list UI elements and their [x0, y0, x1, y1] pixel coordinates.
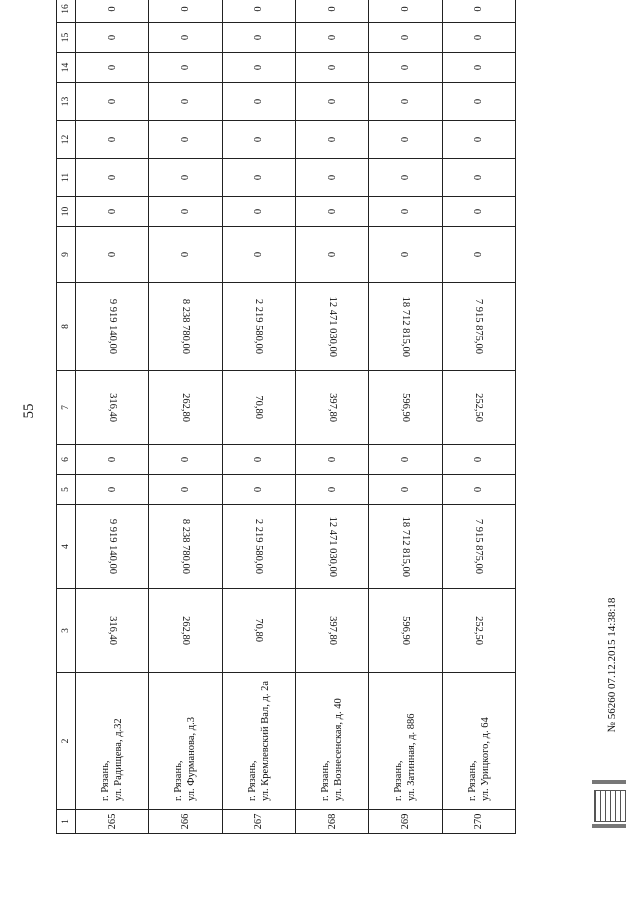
seal-stamp-icon — [592, 780, 626, 828]
row-number: 270 — [442, 810, 515, 834]
value-cell: 0 — [76, 83, 149, 121]
value-text: 252,50 — [473, 393, 485, 422]
table-header-row — [57, 0, 76, 834]
value-cell — [222, 589, 295, 673]
value-cell: 0 — [222, 23, 295, 53]
value-cell: 0 — [295, 197, 368, 227]
value-cell: 0 — [222, 159, 295, 197]
table-row — [222, 0, 295, 834]
address-cell — [222, 673, 295, 810]
value-text: 2 219 580,00 — [253, 518, 265, 575]
value-cell — [369, 371, 442, 445]
value-text: 12 471 030,00 — [326, 516, 338, 577]
column-header: 7 — [57, 371, 76, 445]
value-cell: 0 — [295, 0, 368, 23]
address-city: г. Рязань, — [100, 760, 112, 801]
row-number: 265 — [76, 810, 149, 834]
address-cell — [295, 673, 368, 810]
table-body — [57, 0, 516, 834]
value-cell: 0 — [149, 197, 222, 227]
value-cell: 0 — [369, 53, 442, 83]
value-cell: 0 — [149, 83, 222, 121]
value-cell: 0 — [442, 23, 515, 53]
row-number: 266 — [149, 810, 222, 834]
row-number: 268 — [295, 810, 368, 834]
table-row — [295, 0, 368, 834]
value-cell: 0 — [369, 227, 442, 283]
page-number: 55 — [21, 403, 37, 419]
value-cell: 0 — [442, 121, 515, 159]
column-header: 6 — [57, 445, 76, 475]
column-header: 2 — [57, 673, 76, 810]
value-text: 7 915 875,00 — [473, 298, 485, 355]
row-number: 269 — [369, 810, 442, 834]
value-cell: 0 — [149, 23, 222, 53]
column-header: 10 — [57, 197, 76, 227]
value-text: 262,80 — [179, 616, 191, 645]
value-cell: 0 — [295, 475, 368, 505]
value-cell — [76, 505, 149, 589]
value-text: 12 471 030,00 — [326, 296, 338, 357]
value-cell — [442, 283, 515, 371]
value-cell: 0 — [222, 227, 295, 283]
value-cell: 0 — [442, 475, 515, 505]
value-cell — [149, 371, 222, 445]
digital-signature — [592, 560, 632, 770]
value-text: 8 238 780,00 — [179, 298, 191, 355]
value-cell: 0 — [295, 83, 368, 121]
value-text: 9 919 140,00 — [106, 518, 118, 575]
value-cell: 0 — [295, 227, 368, 283]
value-text: 252,50 — [473, 616, 485, 645]
value-cell: 0 — [222, 197, 295, 227]
signature-text: № 56260 07.12.2015 14:38:18 — [606, 597, 618, 733]
address-city: г. Рязань, — [466, 760, 478, 801]
address-street: ул. Радищева, д.32 — [113, 718, 125, 801]
value-cell — [369, 505, 442, 589]
value-cell: 0 — [149, 159, 222, 197]
address-city: г. Рязань, — [393, 760, 405, 801]
column-header: 13 — [57, 83, 76, 121]
value-cell — [149, 505, 222, 589]
value-cell — [149, 589, 222, 673]
address-street: ул. Урицкого, д. 64 — [479, 717, 491, 801]
value-cell: 0 — [149, 475, 222, 505]
column-header: 14 — [57, 53, 76, 83]
address-city: г. Рязань, — [246, 760, 258, 801]
column-header: 5 — [57, 475, 76, 505]
value-cell: 0 — [76, 23, 149, 53]
address-street: ул. Фурманова, д.3 — [186, 717, 198, 801]
address-city: г. Рязань, — [173, 760, 185, 801]
value-cell: 0 — [222, 53, 295, 83]
value-cell: 0 — [369, 159, 442, 197]
value-text: 7 915 875,00 — [473, 518, 485, 575]
value-cell: 0 — [222, 475, 295, 505]
value-cell: 0 — [369, 475, 442, 505]
value-cell: 0 — [442, 0, 515, 23]
value-text: 397,80 — [326, 616, 338, 645]
address-cell — [149, 673, 222, 810]
address-city: г. Рязань, — [320, 760, 332, 801]
value-cell — [149, 283, 222, 371]
column-header: 1 — [57, 810, 76, 834]
value-text: 316,40 — [106, 616, 118, 645]
value-cell: 0 — [76, 475, 149, 505]
value-text: 9 919 140,00 — [106, 298, 118, 355]
value-text: 316,40 — [106, 393, 118, 422]
address-cell — [369, 673, 442, 810]
value-text: 18 712 815,00 — [399, 516, 411, 577]
value-cell: 0 — [149, 53, 222, 83]
value-cell: 0 — [222, 445, 295, 475]
value-cell: 0 — [149, 445, 222, 475]
value-cell — [222, 371, 295, 445]
value-text: 596,90 — [399, 616, 411, 645]
column-header: 12 — [57, 121, 76, 159]
value-cell: 0 — [369, 197, 442, 227]
row-number: 267 — [222, 810, 295, 834]
value-cell — [295, 505, 368, 589]
value-cell: 0 — [442, 445, 515, 475]
column-header: 4 — [57, 505, 76, 589]
value-cell: 0 — [295, 121, 368, 159]
value-cell: 0 — [76, 0, 149, 23]
value-cell — [222, 505, 295, 589]
table-row — [442, 0, 515, 834]
address-cell — [442, 673, 515, 810]
value-cell: 0 — [295, 159, 368, 197]
value-cell: 0 — [76, 227, 149, 283]
value-cell — [369, 589, 442, 673]
value-text: 70,80 — [253, 618, 265, 643]
property-table — [56, 0, 516, 834]
value-cell: 0 — [369, 121, 442, 159]
value-cell: 0 — [222, 0, 295, 23]
value-cell — [295, 283, 368, 371]
value-cell: 0 — [76, 53, 149, 83]
value-cell — [442, 371, 515, 445]
table-row — [369, 0, 442, 834]
property-table-area — [56, 4, 516, 834]
value-cell: 0 — [295, 23, 368, 53]
column-header: 9 — [57, 227, 76, 283]
value-text: 70,80 — [253, 395, 265, 420]
value-cell: 0 — [76, 197, 149, 227]
value-cell: 0 — [442, 227, 515, 283]
value-cell — [76, 589, 149, 673]
value-cell: 0 — [222, 121, 295, 159]
value-cell — [295, 589, 368, 673]
column-header: 11 — [57, 159, 76, 197]
value-cell — [76, 283, 149, 371]
value-cell: 0 — [149, 0, 222, 23]
value-cell: 0 — [222, 83, 295, 121]
value-cell — [222, 283, 295, 371]
value-cell — [369, 283, 442, 371]
value-cell: 0 — [369, 0, 442, 23]
value-text: 596,90 — [399, 393, 411, 422]
value-cell: 0 — [76, 121, 149, 159]
value-cell: 0 — [76, 445, 149, 475]
column-header: 3 — [57, 589, 76, 673]
value-text: 262,80 — [179, 393, 191, 422]
value-cell: 0 — [369, 445, 442, 475]
value-cell: 0 — [442, 83, 515, 121]
value-cell: 0 — [295, 53, 368, 83]
value-cell: 0 — [76, 159, 149, 197]
address-street: ул. Вознесенская, д. 40 — [333, 698, 345, 801]
value-text: 397,80 — [326, 393, 338, 422]
value-text: 8 238 780,00 — [179, 518, 191, 575]
value-text: 18 712 815,00 — [399, 296, 411, 357]
address-cell — [76, 673, 149, 810]
value-cell: 0 — [369, 83, 442, 121]
value-cell: 0 — [442, 159, 515, 197]
value-cell — [442, 505, 515, 589]
value-cell — [442, 589, 515, 673]
value-cell: 0 — [149, 227, 222, 283]
value-cell — [295, 371, 368, 445]
value-cell — [76, 371, 149, 445]
table-row — [149, 0, 222, 834]
column-header: 15 — [57, 23, 76, 53]
column-header: 16 — [57, 0, 76, 23]
table-row — [76, 0, 149, 834]
address-street: ул. Затинная, д. 886 — [406, 713, 418, 801]
value-cell: 0 — [149, 121, 222, 159]
value-cell: 0 — [442, 53, 515, 83]
address-street: ул. Кремлевский Вал, д. 2а — [259, 680, 271, 801]
value-cell: 0 — [442, 197, 515, 227]
value-cell: 0 — [369, 23, 442, 53]
value-text: 2 219 580,00 — [253, 298, 265, 355]
column-header: 8 — [57, 283, 76, 371]
value-cell: 0 — [295, 445, 368, 475]
